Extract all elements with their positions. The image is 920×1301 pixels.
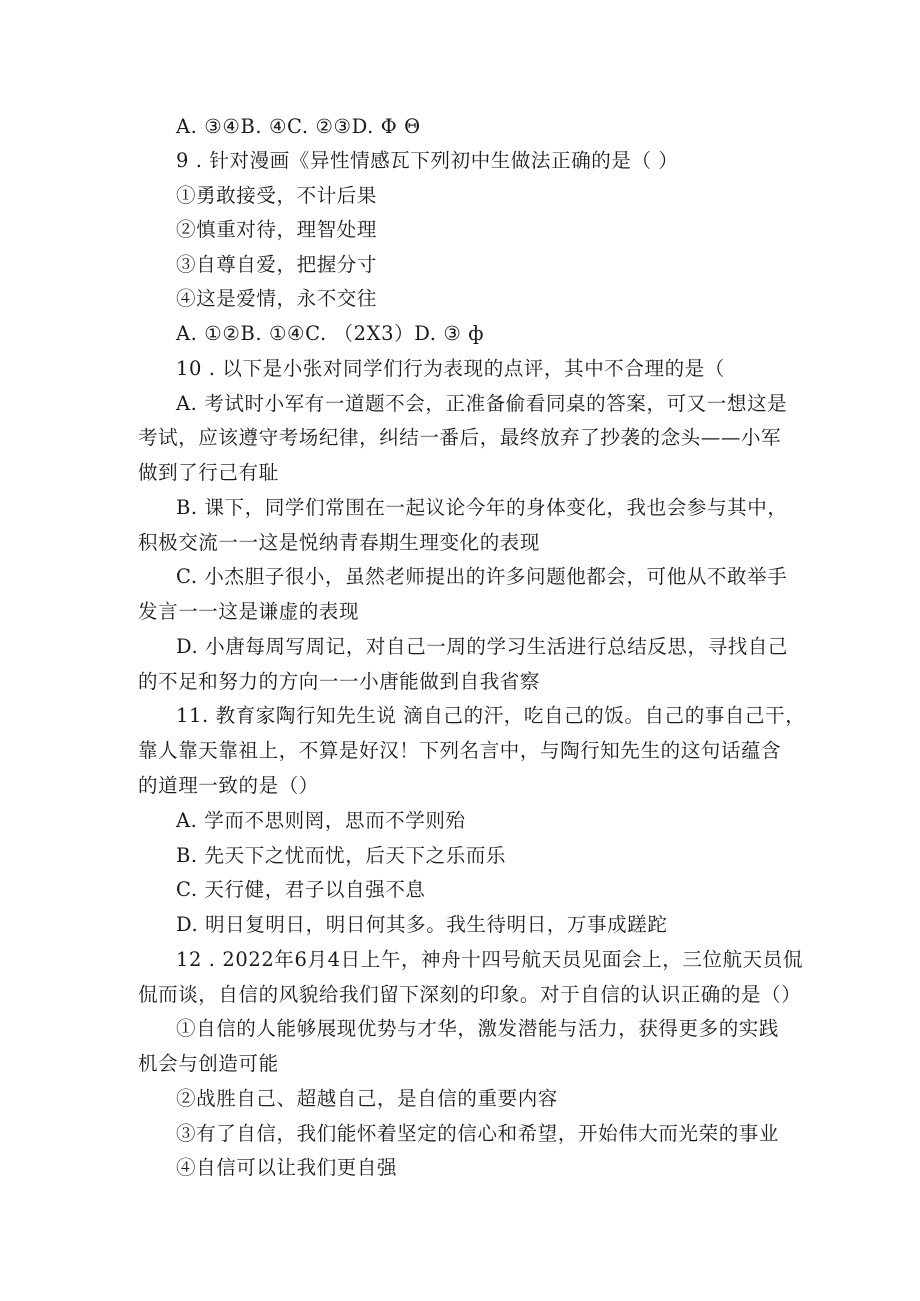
q12-statement-3: ③有了自信，我们能怀着坚定的信心和希望，开始伟大而光荣的事业: [176, 1122, 780, 1145]
question-11-line-3: 的道理一致的是（）: [138, 774, 319, 797]
q10-option-a-line-1: A. 考试时小军有一道题不会，正准备偷看同桌的答案，可又一想这是: [176, 392, 788, 415]
question-9-stem: 9 . 针对漫画《异性情感瓦下列初中生做法正确的是（ ）: [176, 149, 679, 172]
q12-statement-1-line-2: 机会与创造可能: [138, 1052, 279, 1075]
q12-statement-1-line-1: ①自信的人能够展现优势与才华，激发潜能与活力，获得更多的实践: [176, 1017, 780, 1040]
q11-option-a: A. 学而不思则罔，思而不学则殆: [176, 809, 466, 832]
q12-statement-4: ④自信可以让我们更自强: [176, 1156, 398, 1179]
q10-option-a-line-3: 做到了行己有耻: [138, 461, 279, 484]
q10-option-a-line-2: 考试，应该遵守考场纪律，纠结一番后，最终放弃了抄袭的念头——小军: [138, 426, 782, 449]
question-11-line-2: 靠人靠天靠祖上，不算是好汉！下列名言中，与陶行知先生的这句话蕴含: [138, 739, 782, 762]
q10-option-b-line-2: 积极交流一一这是悦纳青春期生理变化的表现: [138, 531, 541, 554]
q10-option-c-line-1: C. 小杰胆子很小，虽然老师提出的许多问题他都会，可他从不敢举手: [176, 565, 788, 588]
answer-options-q8: A. ③④B. ④C. ②③D. Φ Θ: [176, 115, 421, 138]
q10-option-d-line-1: D. 小唐每周写周记，对自己一周的学习生活进行总结反思，寻找自己: [176, 635, 789, 658]
question-12-line-1: 12 . 2022年6月4日上午，神舟十四号航天员见面会上，三位航天员侃: [176, 948, 803, 971]
q9-statement-4: ④这是爱情，永不交往: [176, 287, 378, 310]
q12-statement-2: ②战胜自己、超越自己，是自信的重要内容: [176, 1087, 558, 1110]
question-12-line-2: 侃而谈，自信的风貌给我们留下深刻的印象。对于自信的认识正确的是（）: [138, 983, 802, 1006]
q11-option-d: D. 明日复明日，明日何其多。我生待明日，万事成蹉跎: [176, 913, 668, 936]
q9-statement-3: ③自尊自爱，把握分寸: [176, 253, 378, 276]
q10-option-d-line-2: 的不足和努力的方向一一小唐能做到自我省察: [138, 670, 541, 693]
q10-option-c-line-2: 发言一一这是谦虚的表现: [138, 600, 360, 623]
question-11-line-1: 11. 教育家陶行知先生说 滴自己的汗，吃自己的饭。自己的事自己干，: [176, 704, 806, 727]
q9-statement-1: ①勇敢接受，不计后果: [176, 184, 378, 207]
q11-option-c: C. 天行健，君子以自强不息: [176, 878, 426, 901]
q11-option-b: B. 先天下之忧而忧，后天下之乐而乐: [176, 844, 507, 867]
q9-statement-2: ②慎重对待，理智处理: [176, 218, 378, 241]
question-10-stem: 10 . 以下是小张对同学们行为表现的点评，其中不合理的是（: [176, 357, 725, 380]
answer-options-q9: A. ①②B. ①④C. （2X3）D. ③ ф: [176, 322, 485, 345]
q10-option-b-line-1: B. 课下，同学们常围在一起议论今年的身体变化，我也会参与其中，: [176, 496, 788, 519]
